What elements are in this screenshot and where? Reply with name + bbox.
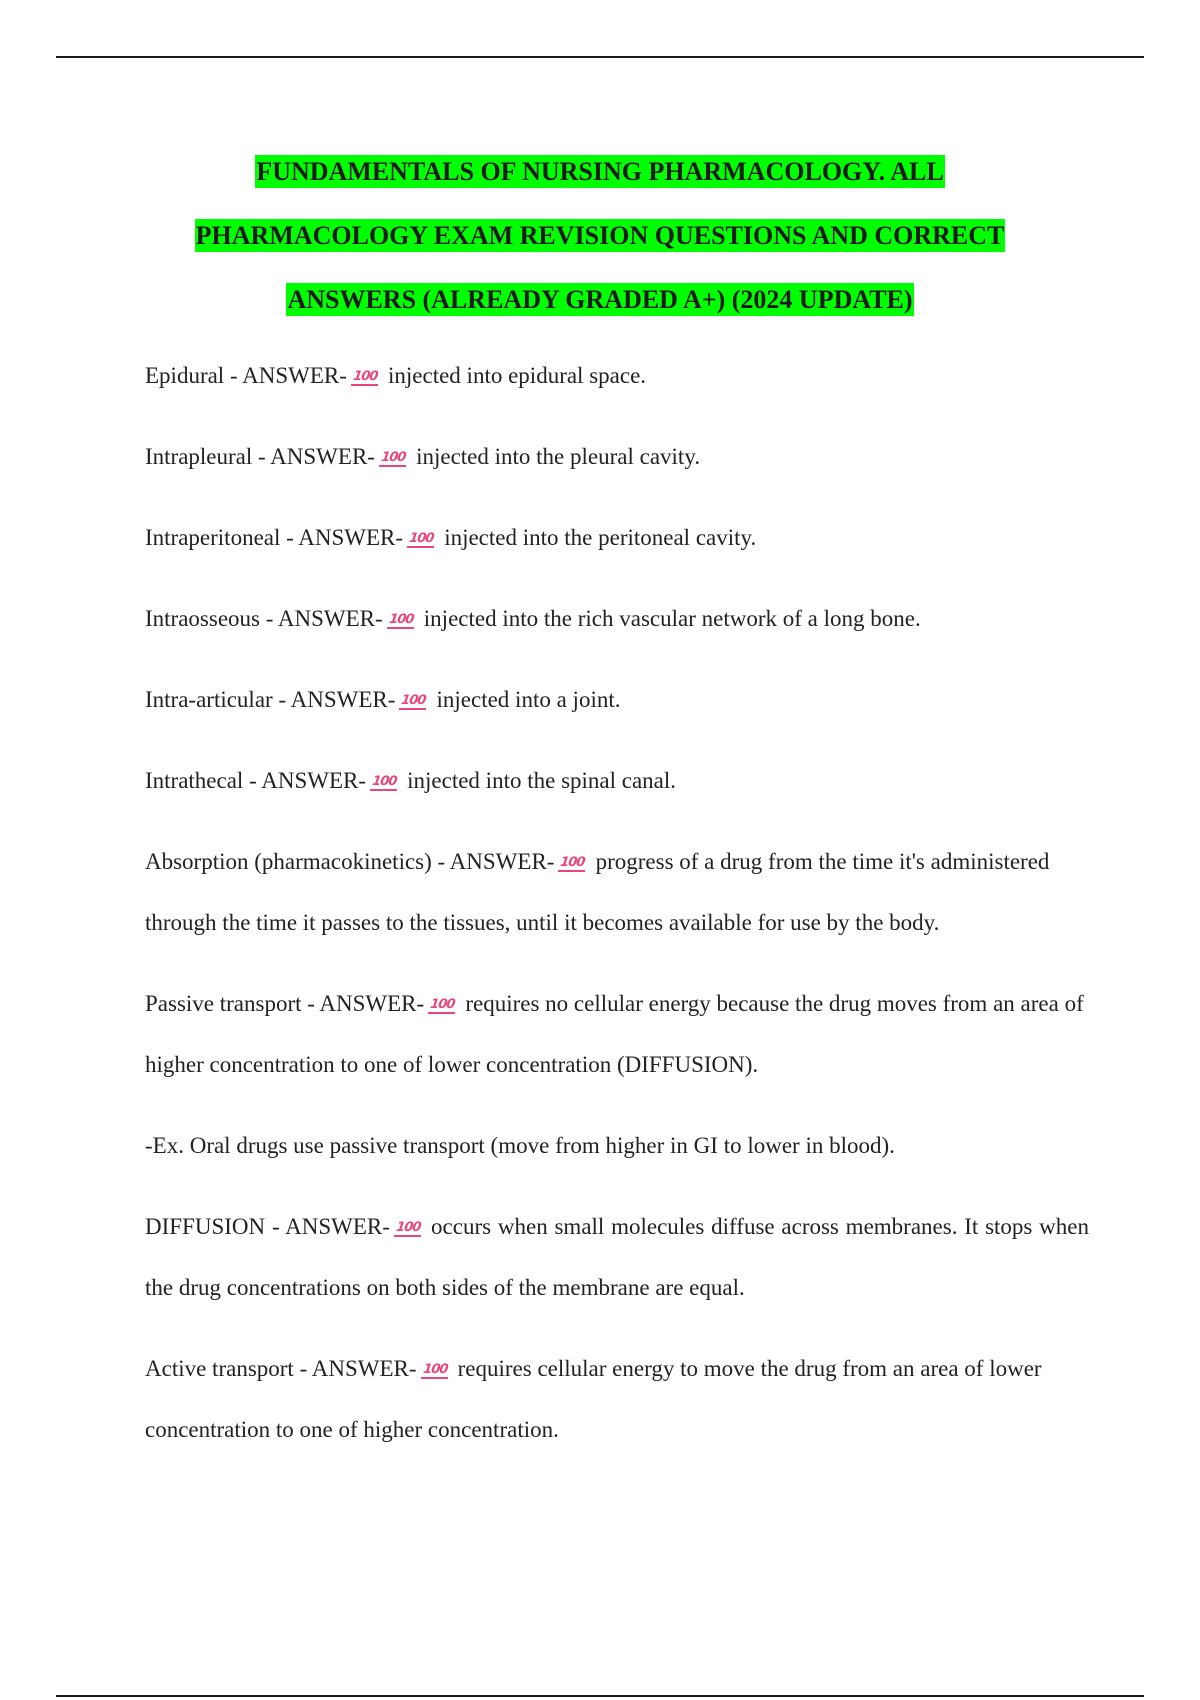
hundred-points-icon: 100 <box>421 1362 448 1377</box>
qa-entry: Passive transport - ANSWER- 100 requires no cellular energy because the drug moves from an area of higher concentration to one of lower concentration (DIFFUSION). <box>145 991 1084 1077</box>
title-line-text: PHARMACOLOGY EXAM REVISION QUESTIONS AND CORRECT <box>195 221 1005 250</box>
qa-entry: Epidural - ANSWER- 100 injected into epidural space. <box>145 363 647 388</box>
hundred-points-icon: 100 <box>387 612 415 627</box>
hundred-points-icon: 100 <box>559 855 586 870</box>
hundred-points-icon: 100 <box>380 450 407 465</box>
answer-marker: ANSWER- <box>277 606 383 631</box>
answer-text: injected into the rich vascular network of a long bone. <box>423 606 921 631</box>
answer-marker: ANSWER- <box>449 849 555 874</box>
term: Active transport <box>145 1356 294 1381</box>
answer-marker: ANSWER- <box>298 525 404 550</box>
answer-text: requires no cellular energy because the drug moves from an area of higher concentration to one of lower concentration (DIFFUSION). <box>145 991 1084 1077</box>
title-line <box>120 140 1080 204</box>
term: Intra-articular <box>145 687 273 712</box>
title-line-text: FUNDAMENTALS OF NURSING PHARMACOLOGY. ALL <box>256 157 944 186</box>
hundred-points-icon: 100 <box>408 531 435 546</box>
hundred-points-icon: 100 <box>429 997 456 1012</box>
hundred-points-icon: 100 <box>352 369 379 384</box>
term: Intrathecal <box>145 768 244 793</box>
bottom-rule <box>56 1695 1144 1697</box>
answer-marker: ANSWER- <box>261 768 366 793</box>
qa-entry: Intraosseous - ANSWER- 100 injected into the rich vascular network of a long bone. <box>145 606 921 631</box>
answer-text: injected into the spinal canal. <box>407 768 677 793</box>
qa-list <box>145 345 1089 1480</box>
title-line <box>120 204 1080 268</box>
top-rule <box>56 56 1144 58</box>
term: Epidural <box>145 363 225 388</box>
term: Intrapleural <box>145 444 253 469</box>
qa-entry: Absorption (pharmacokinetics) - ANSWER- 100 progress of a drug from the time it's administered through the time it passes to the tissues, until it becomes available for use by the body. <box>145 849 1050 935</box>
term: Passive transport <box>145 991 302 1016</box>
answer-marker: ANSWER- <box>290 687 396 712</box>
answer-text: injected into a joint. <box>436 687 621 712</box>
answer-marker: ANSWER- <box>319 991 425 1016</box>
term: Intraperitoneal <box>145 525 281 550</box>
qa-entry: Active transport - ANSWER- 100 requires cellular energy to move the drug from an area of lower concentration to one of higher concentration. <box>145 1356 1042 1442</box>
qa-entry: Intrapleural - ANSWER- 100 injected into the pleural cavity. <box>145 444 701 469</box>
qa-entry: Intra-articular - ANSWER- 100 injected into a joint. <box>145 687 621 712</box>
qa-entry: Intrathecal - ANSWER- 100 injected into the spinal canal. <box>145 768 677 793</box>
qa-entry: Intraperitoneal - ANSWER- 100 injected into the peritoneal cavity. <box>145 525 757 550</box>
answer-text: occurs when small molecules diffuse across membranes. It stops when the drug concentrations on both sides of the membrane are equal. <box>145 1214 1089 1300</box>
title-line-text: ANSWERS (ALREADY GRADED A+) (2024 UPDATE) <box>287 285 913 314</box>
answer-text: injected into the peritoneal cavity. <box>444 525 757 550</box>
answer-text: progress of a drug from the time it's administered through the time it passes to the tissues, until it becomes available for use by the body. <box>145 849 1050 935</box>
title-line <box>120 268 1080 332</box>
qa-entry: DIFFUSION - ANSWER- 100 occurs when small molecules diffuse across membranes. It stops when the drug concentrations on both sides of the membrane are equal. <box>145 1214 1089 1300</box>
document-title <box>120 140 1080 332</box>
answer-marker: ANSWER- <box>270 444 375 469</box>
term: DIFFUSION <box>145 1214 266 1239</box>
answer-marker: ANSWER- <box>285 1214 390 1239</box>
answer-text: requires cellular energy to move the drug from an area of lower concentration to one of higher concentration. <box>145 1356 1042 1442</box>
term: Absorption (pharmacokinetics) <box>145 849 432 874</box>
example-note: -Ex. Oral drugs use passive transport (move from higher in GI to lower in blood). <box>145 1133 895 1158</box>
answer-text: injected into the pleural cavity. <box>416 444 701 469</box>
answer-marker: ANSWER- <box>311 1356 417 1381</box>
answer-marker: ANSWER- <box>242 363 347 388</box>
hundred-points-icon: 100 <box>371 774 398 789</box>
hundred-points-icon: 100 <box>400 693 427 708</box>
answer-text: injected into epidural space. <box>388 363 647 388</box>
hundred-points-icon: 100 <box>395 1220 422 1235</box>
term: Intraosseous <box>145 606 260 631</box>
